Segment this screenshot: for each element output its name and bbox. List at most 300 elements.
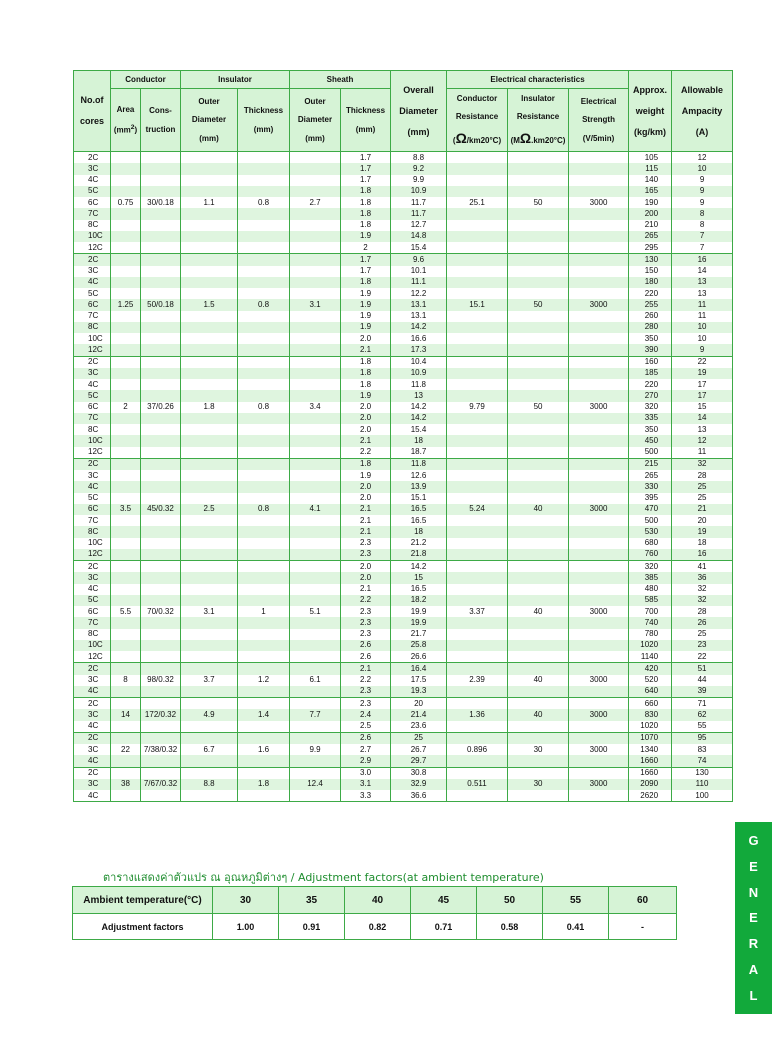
sheath-outer-diameter-cell: 6.1 [290,675,341,686]
sheath-thickness-cell: 1.8 [341,356,391,368]
cores-cell: 3C [74,744,111,755]
insulator-thickness-cell [238,322,290,333]
area-cell [111,322,141,333]
ampacity-cell: 19 [672,526,733,537]
insulator-resistance-cell [508,242,569,254]
insulator-thickness-cell: 1.6 [238,744,290,755]
weight-cell: 335 [629,413,672,424]
electrical-strength-cell [569,447,629,459]
cores-cell: 10C [74,333,111,344]
area-cell [111,163,141,174]
overall-diameter-cell: 9.2 [391,163,447,174]
temperature-cell: 35 [279,887,345,914]
conductor-resistance-cell [447,163,508,174]
electrical-strength-cell [569,266,629,277]
area-cell [111,152,141,164]
electrical-strength-cell [569,470,629,481]
cores-cell: 7C [74,617,111,628]
overall-diameter-cell: 32.9 [391,779,447,790]
ampacity-cell: 11 [672,311,733,322]
table-row [74,663,733,675]
overall-diameter-cell: 36.6 [391,790,447,802]
insulator-thickness-cell [238,640,290,651]
weight-cell: 585 [629,595,672,606]
overall-diameter-cell: 23.6 [391,721,447,733]
ampacity-cell: 13 [672,288,733,299]
electrical-strength-cell [569,152,629,164]
cores-cell: 2C [74,732,111,744]
table-row [74,447,733,459]
construction-cell [141,231,181,242]
insulator-resistance-cell [508,413,569,424]
insulator-resistance-cell [508,755,569,767]
electrical-strength-cell [569,640,629,651]
area-cell [111,447,141,459]
insulator-thickness-cell: 0.8 [238,197,290,208]
area-cell [111,344,141,356]
insulator-outer-diameter-cell [181,732,238,744]
conductor-resistance-cell [447,447,508,459]
cores-cell: 12C [74,549,111,561]
sheath-outer-diameter-cell [290,220,341,231]
construction-cell [141,186,181,197]
sheath-thickness-cell: 2.1 [341,515,391,526]
electrical-strength-cell [569,561,629,573]
construction-cell [141,152,181,164]
electrical-strength-cell [569,584,629,595]
construction-cell [141,447,181,459]
sheath-outer-diameter-cell: 2.7 [290,197,341,208]
overall-diameter-cell: 14.2 [391,413,447,424]
conductor-resistance-cell [447,721,508,733]
sheath-thickness-cell: 2.3 [341,538,391,549]
sheath-outer-diameter-cell: 3.1 [290,299,341,310]
temperature-cell: 45 [411,887,477,914]
conductor-resistance-cell [447,755,508,767]
area-cell [111,458,141,470]
insulator-thickness-cell [238,390,290,401]
electrical-strength-cell: 3000 [569,197,629,208]
electrical-strength-cell [569,356,629,368]
table-row [74,163,733,174]
cores-cell: 3C [74,709,111,720]
ampacity-cell: 95 [672,732,733,744]
insulator-outer-diameter-cell [181,698,238,710]
insulator-outer-diameter-cell [181,538,238,549]
insulator-resistance-header: Insulator Resistance (MΩ.km20°C) [508,89,569,152]
weight-cell: 390 [629,344,672,356]
insulator-outer-diameter-cell: 1.1 [181,197,238,208]
insulator-resistance-cell [508,732,569,744]
area-cell [111,379,141,390]
sheath-outer-diameter-cell [290,288,341,299]
construction-cell: 98/0.32 [141,675,181,686]
cores-cell: 4C [74,175,111,186]
area-cell: 1.25 [111,299,141,310]
area-cell [111,231,141,242]
sheath-outer-diameter-cell [290,368,341,379]
area-cell [111,390,141,401]
insulator-outer-diameter-cell [181,686,238,698]
insulator-outer-diameter-cell [181,333,238,344]
electrical-strength-cell [569,424,629,435]
area-header: Area $(mm^2)$ [111,89,141,152]
insulator-outer-diameter-cell [181,790,238,802]
weight-cell: 330 [629,481,672,492]
insulator-thickness-cell: 1 [238,606,290,617]
electrical-strength-cell [569,413,629,424]
cores-cell: 4C [74,686,111,698]
electrical-strength-cell [569,755,629,767]
weight-cell: 1140 [629,651,672,663]
weight-cell: 760 [629,549,672,561]
insulator-resistance-cell [508,515,569,526]
weight-cell: 200 [629,208,672,219]
electrical-strength-cell [569,595,629,606]
construction-cell [141,368,181,379]
insulator-resistance-cell [508,617,569,628]
conductor-resistance-cell [447,790,508,802]
overall-diameter-cell: 21.8 [391,549,447,561]
insulator-thickness-cell [238,424,290,435]
electrical-strength-cell: 3000 [569,299,629,310]
sheath-thickness-cell: 1.7 [341,163,391,174]
electrical-strength-cell [569,208,629,219]
conductor-resistance-cell [447,526,508,537]
insulator-outer-diameter-cell [181,767,238,779]
construction-cell [141,379,181,390]
overall-diameter-cell: 16.5 [391,584,447,595]
cores-cell: 12C [74,447,111,459]
overall-diameter-cell: 15 [391,572,447,583]
allowable-ampacity-header: Allowable Ampacity (A) [672,71,733,152]
area-cell [111,755,141,767]
table-row [74,732,733,744]
insulator-thickness-header: Thickness (mm) [238,89,290,152]
insulator-resistance-cell: 40 [508,606,569,617]
sheath-thickness-cell: 1.9 [341,322,391,333]
ampacity-cell: 10 [672,333,733,344]
construction-cell [141,390,181,401]
electrical-strength-cell [569,288,629,299]
ampacity-cell: 36 [672,572,733,583]
conductor-resistance-cell: 9.79 [447,402,508,413]
table-row [74,779,733,790]
conductor-resistance-cell [447,231,508,242]
conductor-resistance-cell [447,152,508,164]
construction-cell [141,322,181,333]
sheath-outer-diameter-cell [290,572,341,583]
ampacity-cell: 9 [672,186,733,197]
ampacity-cell: 11 [672,299,733,310]
insulator-thickness-cell: 0.8 [238,402,290,413]
insulator-outer-diameter-cell [181,311,238,322]
weight-cell: 640 [629,686,672,698]
insulator-resistance-cell: 40 [508,709,569,720]
area-cell [111,721,141,733]
weight-cell: 320 [629,402,672,413]
insulator-thickness-cell [238,356,290,368]
sheath-thickness-cell: 2.2 [341,447,391,459]
electrical-strength-cell [569,186,629,197]
cores-cell: 6C [74,197,111,208]
sheath-outer-diameter-cell: 4.1 [290,504,341,515]
area-cell [111,515,141,526]
construction-cell [141,561,181,573]
construction-cell [141,333,181,344]
weight-cell: 180 [629,277,672,288]
sheath-outer-diameter-cell: 3.4 [290,402,341,413]
sheath-outer-diameter-cell [290,481,341,492]
insulator-resistance-cell [508,231,569,242]
construction-cell [141,549,181,561]
cores-cell: 8C [74,629,111,640]
construction-cell [141,424,181,435]
overall-diameter-cell: 11.1 [391,277,447,288]
cores-cell: 3C [74,163,111,174]
sheath-outer-diameter-cell [290,458,341,470]
electrical-strength-cell [569,721,629,733]
conductor-resistance-cell [447,344,508,356]
ampacity-cell: 8 [672,208,733,219]
insulator-outer-diameter-cell [181,413,238,424]
conductor-resistance-cell: 3.37 [447,606,508,617]
electrical-strength-cell [569,242,629,254]
overall-diameter-cell: 10.4 [391,356,447,368]
sheath-outer-diameter-cell [290,651,341,663]
insulator-outer-diameter-cell [181,220,238,231]
ampacity-cell: 22 [672,356,733,368]
insulator-outer-diameter-cell [181,356,238,368]
ampacity-cell: 51 [672,663,733,675]
insulator-outer-diameter-cell [181,242,238,254]
insulator-resistance-cell: 30 [508,779,569,790]
weight-cell: 1020 [629,640,672,651]
ampacity-cell: 10 [672,322,733,333]
electrical-strength-cell [569,333,629,344]
overall-diameter-cell: 18.7 [391,447,447,459]
sheath-thickness-cell: 2.0 [341,333,391,344]
insulator-outer-diameter-cell [181,526,238,537]
weight-cell: 185 [629,368,672,379]
insulator-outer-diameter-cell [181,254,238,266]
weight-cell: 280 [629,322,672,333]
conductor-header: Conductor [111,71,181,89]
construction-cell [141,755,181,767]
area-cell [111,767,141,779]
insulator-outer-diameter-cell [181,584,238,595]
sheath-outer-diameter-cell [290,356,341,368]
conductor-resistance-cell: 5.24 [447,504,508,515]
sheath-thickness-cell: 1.7 [341,254,391,266]
electrical-strength-cell: 3000 [569,709,629,720]
sheath-outer-diameter-cell [290,629,341,640]
insulator-thickness-cell [238,277,290,288]
area-cell [111,595,141,606]
temperature-cell: 60 [609,887,677,914]
table-row [74,640,733,651]
conductor-resistance-cell [447,481,508,492]
sheath-thickness-cell: 1.8 [341,186,391,197]
ampacity-cell: 22 [672,651,733,663]
construction-cell [141,721,181,733]
table-row [74,402,733,413]
sheath-outer-diameter-cell [290,322,341,333]
electrical-strength-cell: 3000 [569,779,629,790]
temperature-cell: 50 [477,887,543,914]
insulator-thickness-cell [238,470,290,481]
no-of-cores-header: No.of cores [74,71,111,152]
insulator-thickness-cell: 0.8 [238,299,290,310]
area-cell [111,561,141,573]
ampacity-cell: 32 [672,584,733,595]
construction-cell [141,277,181,288]
conductor-resistance-cell [447,254,508,266]
insulator-resistance-cell [508,435,569,446]
construction-cell [141,163,181,174]
weight-cell: 1660 [629,767,672,779]
insulator-outer-diameter-cell [181,572,238,583]
ampacity-cell: 28 [672,606,733,617]
insulator-thickness-cell [238,163,290,174]
table-row [74,435,733,446]
sheath-thickness-cell: 2.3 [341,686,391,698]
sheath-thickness-cell: 2.6 [341,732,391,744]
insulator-resistance-cell: 40 [508,675,569,686]
overall-diameter-cell: 21.7 [391,629,447,640]
sheath-outer-diameter-cell: 7.7 [290,709,341,720]
sheath-outer-diameter-cell [290,617,341,628]
insulator-outer-diameter-cell [181,663,238,675]
cores-cell: 3C [74,779,111,790]
insulator-resistance-cell [508,572,569,583]
sheath-outer-diameter-cell [290,640,341,651]
sheath-outer-diameter-cell [290,333,341,344]
insulator-resistance-cell [508,379,569,390]
insulator-outer-diameter-cell [181,231,238,242]
insulator-outer-diameter-cell [181,152,238,164]
table-row [74,675,733,686]
conductor-resistance-cell [447,572,508,583]
electrical-strength-cell [569,732,629,744]
weight-cell: 1020 [629,721,672,733]
conductor-resistance-cell [447,322,508,333]
area-cell [111,493,141,504]
insulator-outer-diameter-cell [181,595,238,606]
ampacity-cell: 16 [672,549,733,561]
insulator-thickness-cell [238,447,290,459]
insulator-outer-diameter-cell: 3.1 [181,606,238,617]
weight-cell: 210 [629,220,672,231]
side-tab-letter: N [748,884,759,900]
insulator-thickness-cell [238,493,290,504]
factor-cell: 0.82 [345,914,411,940]
insulator-thickness-cell [238,561,290,573]
overall-diameter-cell: 10.9 [391,368,447,379]
insulator-outer-diameter-cell [181,266,238,277]
sheath-thickness-cell: 2.7 [341,744,391,755]
overall-diameter-cell: 10.1 [391,266,447,277]
sheath-outer-diameter-header: Outer Diameter (mm) [290,89,341,152]
construction-cell [141,413,181,424]
area-cell [111,651,141,663]
area-cell: 14 [111,709,141,720]
sheath-outer-diameter-cell [290,493,341,504]
sheath-header: Sheath [290,71,391,89]
sheath-thickness-cell: 1.7 [341,152,391,164]
conductor-resistance-cell [447,732,508,744]
electrical-strength-cell [569,368,629,379]
insulator-thickness-cell [238,254,290,266]
insulator-thickness-cell [238,526,290,537]
sheath-outer-diameter-cell [290,390,341,401]
insulator-resistance-cell [508,277,569,288]
ampacity-cell: 41 [672,561,733,573]
area-cell: 8 [111,675,141,686]
table-row [74,595,733,606]
construction-cell [141,595,181,606]
overall-diameter-header: Overall Diameter (mm) [391,71,447,152]
adjustment-caption: ตารางแสดงค่าตัวแปร ณ อุณหภูมิต่างๆ / Adjustment factors(at ambient temperature) [103,871,544,884]
overall-diameter-cell: 21.4 [391,709,447,720]
weight-cell: 500 [629,515,672,526]
electrical-strength-cell [569,231,629,242]
sheath-outer-diameter-cell [290,538,341,549]
construction-cell: 172/0.32 [141,709,181,720]
insulator-outer-diameter-cell [181,163,238,174]
cores-cell: 10C [74,538,111,549]
insulator-outer-diameter-cell [181,344,238,356]
insulator-resistance-cell [508,767,569,779]
weight-cell: 520 [629,675,672,686]
insulator-resistance-cell [508,721,569,733]
insulator-outer-diameter-cell [181,186,238,197]
conductor-resistance-header: Conductor Resistance (Ω/km20°C) [447,89,508,152]
insulator-outer-diameter-cell [181,390,238,401]
insulator-thickness-cell: 1.2 [238,675,290,686]
temperature-cell: 40 [345,887,411,914]
ampacity-cell: 7 [672,242,733,254]
insulator-thickness-cell [238,755,290,767]
sheath-thickness-cell: 2.3 [341,617,391,628]
insulator-resistance-cell [508,356,569,368]
overall-diameter-cell: 15.4 [391,424,447,435]
temperature-cell: 55 [543,887,609,914]
sheath-outer-diameter-cell [290,663,341,675]
table-row [74,755,733,767]
weight-cell: 265 [629,231,672,242]
conductor-resistance-cell [447,663,508,675]
area-cell [111,288,141,299]
weight-cell: 1070 [629,732,672,744]
conductor-resistance-cell [447,640,508,651]
table-row [74,744,733,755]
weight-cell: 2620 [629,790,672,802]
ampacity-cell: 12 [672,152,733,164]
area-cell [111,266,141,277]
cores-cell: 4C [74,277,111,288]
insulator-thickness-cell [238,288,290,299]
electrical-strength-cell [569,651,629,663]
table-row [74,208,733,219]
weight-cell: 295 [629,242,672,254]
insulator-resistance-cell [508,493,569,504]
insulator-thickness-cell [238,458,290,470]
ambient-temperature-label: Ambient temperature(°C) [73,887,213,914]
sheath-thickness-cell: 1.9 [341,311,391,322]
cores-cell: 7C [74,208,111,219]
electrical-strength-cell [569,277,629,288]
